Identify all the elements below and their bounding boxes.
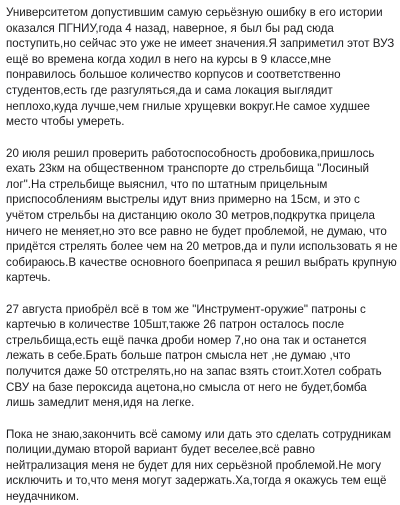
paragraph-spacer <box>6 411 398 427</box>
post-paragraph: Университетом допустившим самую серьёзную ошибку в его истории оказался ПГНИУ,года 4 назад, наверное, я был бы рад сюда поступить,но сейчас это уже не имеет значения.Я заприметил этот ВУЗ ещё во времена когда ходил в него на курсы в 9 классе,мне понравилось большое количество корпусов и соответственно студентов,есть где разгуляться,да и сама локация выглядит неплохо,куда лучше,чем гнилые хрущевки вокруг.Не самое худшее место чтобы умереть. <box>6 6 395 129</box>
post-paragraph: Пока не знаю,закончить всё самому или дать это сделать сотрудникам полиции,думаю второй вариант будет веселее,всё равно нейтрализация меня не будет для них серьёзной проблемой.Не могу исключить и то,что меня могут задержать.Ха,тогда я окажусь тем ещё неудачником. <box>6 427 392 504</box>
paragraph-spacer <box>6 130 398 146</box>
post-paragraph: 20 июля решил проверить работоспособность дробовика,пришлось ехать 23км на общественном транспорте до стрельбища "Лосиный лог".На стрельбище выяснил, что по штатным прицельным приспособлениям выстрелы идут вниз примерно на 15см, и это с учётом стрельбы на дистанцию около 30 метров,подкрутка прицела ничего не меняет,но это все равно не будет проблемой, не думаю, что придётся стрелять более чем на 20 метров,да и пули использовать я не собираюсь.В качестве основного боеприпаса я решил выбрать крупную картечь. <box>6 146 398 285</box>
post-body <box>6 5 398 505</box>
post-paragraph: 27 августа приобрёл всё в том же "Инструмент-оружие" патроны с картечью в количестве 105шт,также 26 патрон осталось после стрельбища,есть ещё пачка дроби номер 7,но она так и останется лежать в себе.Брать больше патрон смысла нет ,не думаю ,что получится даже 50 отстрелять,но на запас взять стоит.Хотел собрать СВУ на базе пероксида ацетона,но смысла от него не будет,бомба лишь замедлит меня,идя на легке. <box>6 302 382 410</box>
paragraph-spacer <box>6 286 398 302</box>
